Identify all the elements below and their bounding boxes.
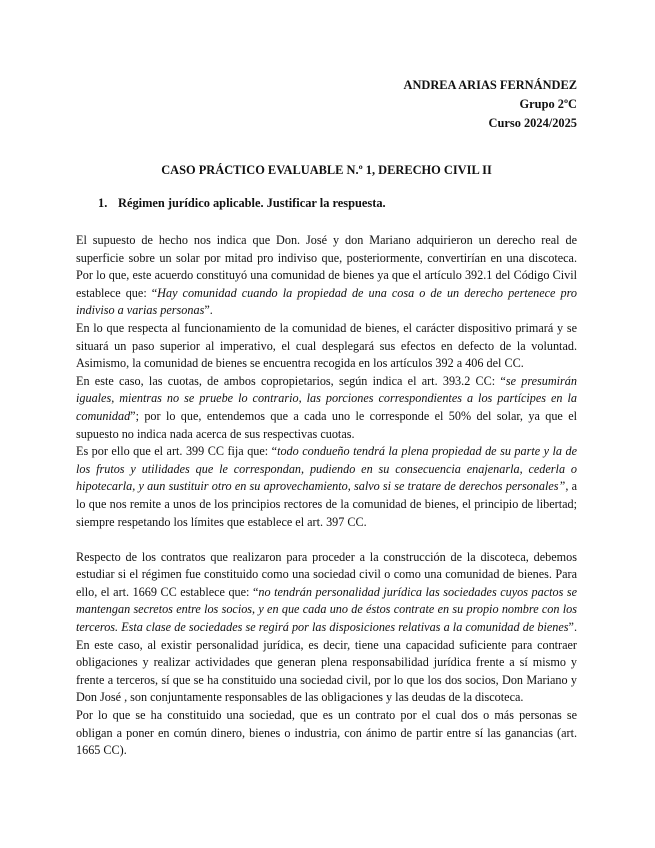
paragraph-1-text: El supuesto de hecho nos indica que Don. José y don Mariano adquirieron un derecho real de superficie sobre un solar por mitad pro indiviso que, posteriormente, convertirían en una discoteca. Por lo que, este acuerdo constituyó una comunidad de bienes ya que el artículo 392.1 del Código Civil establece que: “ (76, 233, 577, 300)
paragraph-3 (76, 373, 577, 443)
paragraph-4-end: , a lo que nos remite a unos de los principios rectores de la comunidad de bienes, el principio de libertad; siempre respetando los límites que establece el art. 397 CC. (76, 479, 577, 529)
document-header (76, 76, 577, 133)
author-name: ANDREA ARIAS FERNÁNDEZ (403, 78, 577, 92)
paragraph-3-quote: se presumirán iguales, mientras no se pruebe lo contrario, las porciones correspondientes a los partícipes en la comunidad (76, 373, 577, 423)
paragraph-5-start: Respecto de los contratos que realizaron para proceder a la construcción de la discoteca, debemos estudiar si el régimen fue constituido como una sociedad civil o como una comunidad de bienes. Para ello, el art. 1669 CC establece que: “ (76, 549, 577, 599)
paragraph-2: En lo que respecta al funcionamiento de la comunidad de bienes, el carácter dispositivo primará y se situará un paso superior al imperativo, el cual desplegará sus efectos en defecto de la voluntad. Asimismo, la comunidad de bienes se encuentra recogida en los artículos 392 a 406 del CC. (76, 320, 577, 371)
section-heading (98, 196, 577, 211)
paragraph-4-quote: todo condueño tendrá la plena propiedad de su parte y la de los frutos y utilidades que le correspondan, pudiendo en su consecuencia enajenarla, cederla o hipotecarla, y aun sustituir otro en su aprovechamiento, salvo si se tratare de derechos personales” (76, 444, 577, 494)
group-label: Grupo 2ºC (519, 97, 577, 111)
section-heading-text: Régimen jurídico aplicable. Justificar la respuesta. (118, 196, 386, 210)
paragraph-6: Por lo que se ha constituido una sociedad, que es un contrato por el cual dos o más personas se obligan a poner en común dinero, bienes o industria, con ánimo de partir entre sí las ganancias (art. 1665 CC). (76, 708, 577, 758)
paragraph-1-end: ”. (204, 303, 213, 318)
paragraph-1-quote: Hay comunidad cuando la propiedad de una cosa o de un derecho pertenece pro indiviso a varias personas (76, 285, 577, 318)
paragraph-3-end: ”; por lo que, entendemos que a cada uno le corresponde el 50% del solar, ya que el supuesto no indica nada acerca de sus respectivas cuotas. (76, 408, 577, 441)
paragraph-4-start: Es por ello que el art. 399 CC fija que: “ (76, 444, 278, 459)
section-number: 1. (98, 196, 108, 210)
document-title: CASO PRÁCTICO EVALUABLE N.º 1, DERECHO CIVIL II (161, 163, 492, 177)
paragraph-5 (76, 549, 577, 707)
paragraph-1 (76, 232, 577, 320)
paragraph-5-quote: no tendrán personalidad jurídica las sociedades cuyos pactos se mantengan secretos entre los socios, y en que cada uno de éstos contrate en su propio nombre con los terceros. Esta clase de sociedades se regirá por las disposiciones relativas a la comunidad de bienes (76, 584, 578, 635)
paragraph-5-end: ”. En este caso, al existir personalidad jurídica, es decir, tiene una capacidad suficiente para contraer obligaciones y realizar actividades que generan plena responsabilidad jurídica frente a sí mismo y frente a terceros, sí que se ha constituido una sociedad civil, por lo que los dos socios, Don Mariano y Don José , son conjuntamente responsables de las obligaciones y las deudas de la discoteca. (76, 620, 577, 705)
paragraph-4 (76, 443, 577, 531)
course-label: Curso 2024/2025 (488, 116, 577, 130)
document-body (76, 232, 577, 760)
paragraph-3-start: En este caso, las cuotas, de ambos copropietarios, según indica el art. 393.2 CC: “ (76, 373, 506, 388)
